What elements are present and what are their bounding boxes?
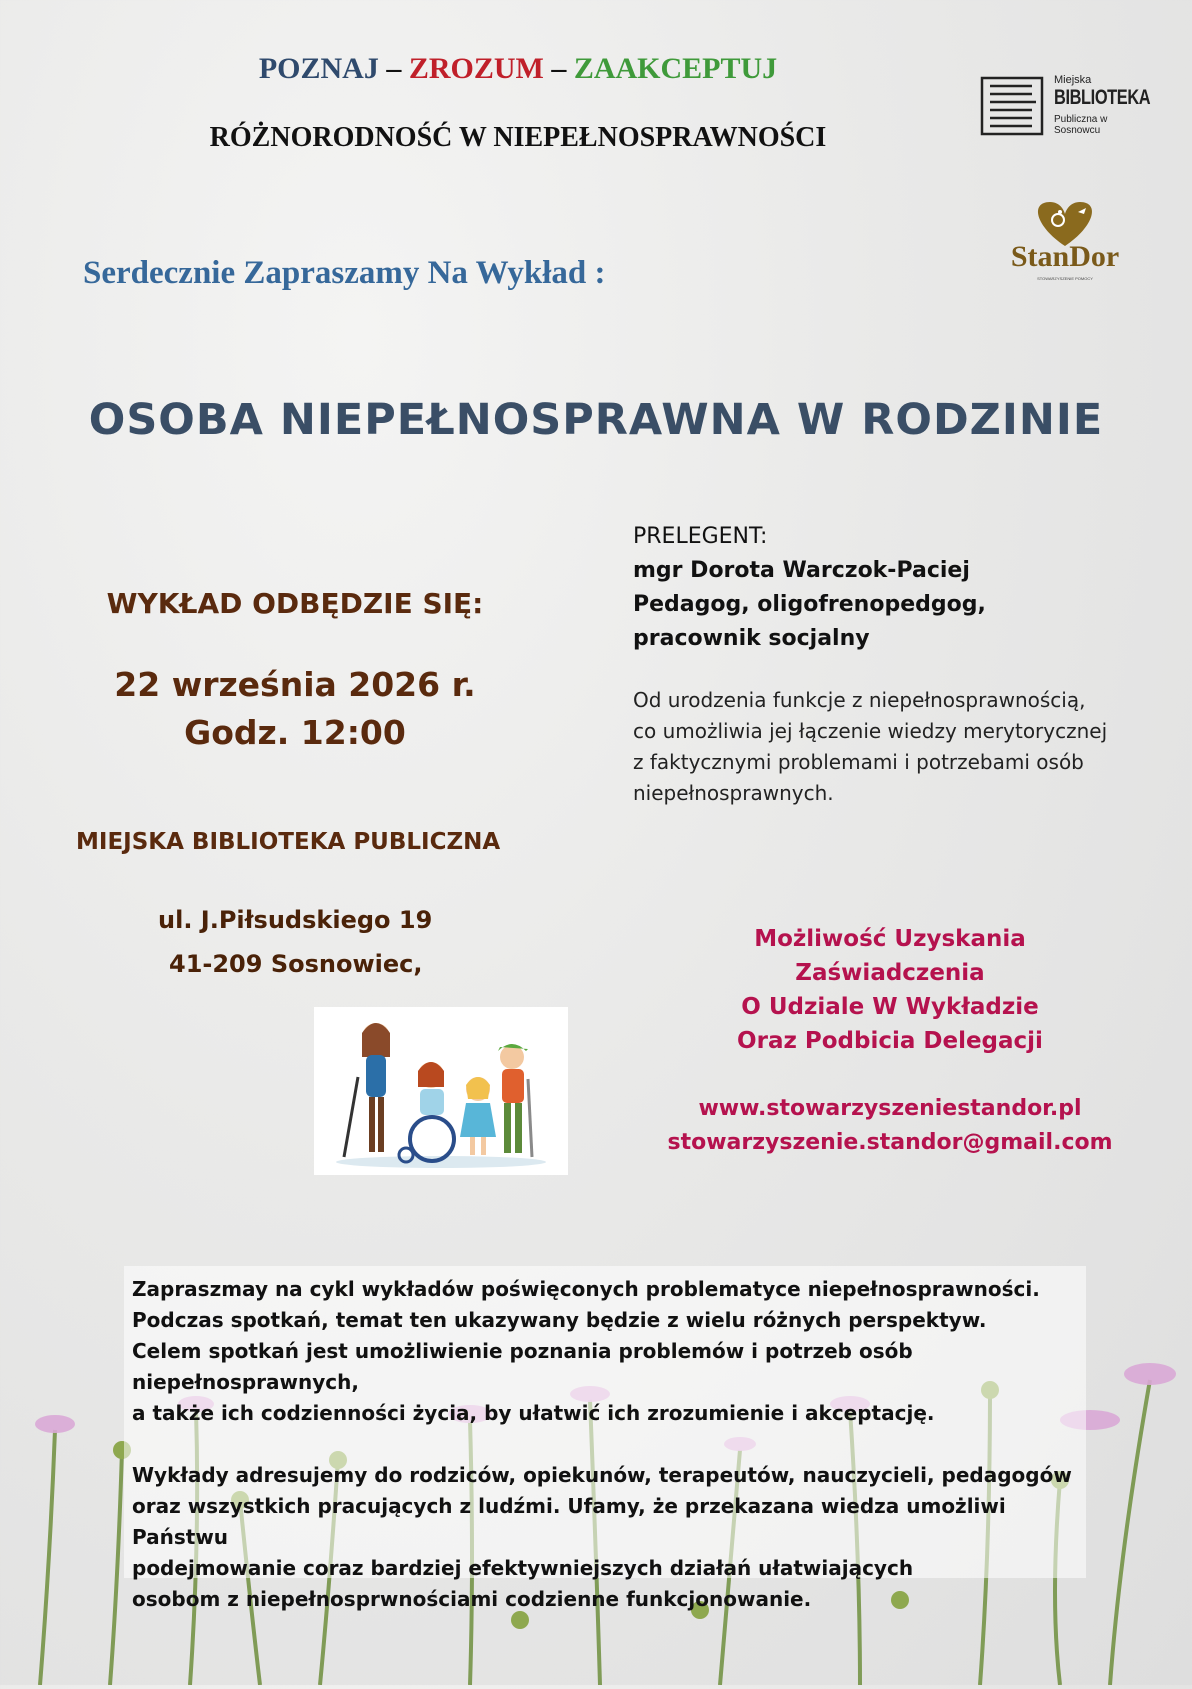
intro-line: Podczas spotkań, temat ten ukazywany będzie z wielu różnych perspektyw. bbox=[132, 1308, 987, 1332]
speaker-label: PRELEGENT: bbox=[633, 524, 768, 549]
bio-line: co umożliwia jej łączenie wiedzy merytorycznej bbox=[633, 719, 1108, 743]
intro-line: oraz wszystkich pracujących z ludźmi. Ufamy, że przekazana wiedza umożliwi Państwu bbox=[132, 1494, 1006, 1549]
intro-line: podejmowanie coraz bardziej efektywniejszych działań ułatwiających bbox=[132, 1556, 914, 1580]
slogan-sep-2: – bbox=[543, 52, 574, 85]
intro-line: osobom z niepełnosprwnościami codzienne funkcjonowanie. bbox=[132, 1587, 812, 1611]
intro-line: a także ich codzienności życia, by ułatwić ich zrozumienie i akceptację. bbox=[132, 1401, 935, 1425]
contact-links bbox=[660, 1092, 1120, 1160]
email-link[interactable]: stowarzyszenie.standor@gmail.com bbox=[667, 1130, 1113, 1155]
intro-line: Wykłady adresujemy do rodziców, opiekunów, terapeutów, nauczycieli, pedagogów bbox=[132, 1463, 1072, 1487]
lecture-when-label: WYKŁAD ODBĘDZIE SIĘ: bbox=[106, 587, 484, 620]
standor-logo bbox=[990, 198, 1140, 284]
speaker-role-2: pracownik socjalny bbox=[633, 626, 870, 651]
bio-line: Od urodzenia funkcje z niepełnosprawnością, bbox=[633, 688, 1086, 712]
family-illustration bbox=[314, 1007, 568, 1175]
intro-line: Celem spotkań jest umożliwienie poznania problemów i potrzeb osób niepełnosprawnych, bbox=[132, 1339, 913, 1394]
speaker-bio bbox=[633, 685, 1107, 809]
lecture-date: 22 września 2026 r. bbox=[114, 665, 476, 704]
invite-heading: Serdecznie Zapraszamy Na Wykład : bbox=[83, 255, 606, 291]
address-street: ul. J.Piłsudskiego 19 bbox=[158, 906, 433, 934]
slogan-sep-1: – bbox=[378, 52, 409, 85]
lecture-title: OSOBA NIEPEŁNOSPRAWNA W RODZINIE bbox=[88, 395, 1104, 445]
bio-line: z faktycznymi problemami i potrzebami osób bbox=[633, 750, 1084, 774]
library-logo-line2: BIBLIOTEKA bbox=[1054, 86, 1151, 109]
speaker-role-1: Pedagog, oligofrenopedgog, bbox=[633, 592, 986, 617]
certificate-line: Zaświadczenia bbox=[795, 960, 985, 986]
library-logo-line1: Miejska bbox=[1054, 74, 1092, 86]
subtitle: RÓŻNORODNOŚĆ W NIEPEŁNOSPRAWNOŚCI bbox=[209, 122, 827, 153]
certificate-line: O Udziale W Wykładzie bbox=[741, 994, 1039, 1020]
speaker-name: mgr Dorota Warczok-Paciej bbox=[633, 558, 970, 583]
standor-tagline: STOWARZYSZENIE POMOCY bbox=[1037, 276, 1093, 281]
library-logo bbox=[980, 72, 1151, 142]
certificate-line: Możliwość Uzyskania bbox=[754, 926, 1026, 952]
slogan-word-3: ZAAKCEPTUJ bbox=[573, 52, 778, 85]
intro-paragraph-1 bbox=[132, 1274, 1082, 1429]
certificate-info bbox=[700, 922, 1080, 1058]
intro-text bbox=[132, 1274, 1082, 1646]
family-with-disability-icon bbox=[314, 1007, 568, 1175]
speaker-block bbox=[633, 520, 986, 656]
bio-line: niepełnosprawnych. bbox=[633, 781, 834, 805]
lecture-hour: Godz. 12:00 bbox=[184, 713, 406, 752]
venue-name: MIEJSKA BIBLIOTEKA PUBLICZNA bbox=[76, 829, 501, 855]
slogan bbox=[0, 52, 1036, 86]
address-city: 41-209 Sosnowiec, bbox=[169, 950, 423, 978]
website-link[interactable]: www.stowarzyszeniestandor.pl bbox=[698, 1096, 1082, 1121]
library-logo-line3: Publiczna w Sosnowcu bbox=[1054, 114, 1108, 136]
intro-line: Zapraszmay na cykl wykładów poświęconych problematyce niepełnosprawności. bbox=[132, 1277, 1040, 1301]
slogan-word-2: ZROZUM bbox=[408, 52, 544, 85]
intro-paragraph-2 bbox=[132, 1460, 1082, 1615]
slogan-word-1: POZNAJ bbox=[258, 52, 379, 85]
standor-name: StanDor bbox=[1010, 240, 1120, 273]
certificate-line: Oraz Podbicia Delegacji bbox=[737, 1028, 1043, 1054]
